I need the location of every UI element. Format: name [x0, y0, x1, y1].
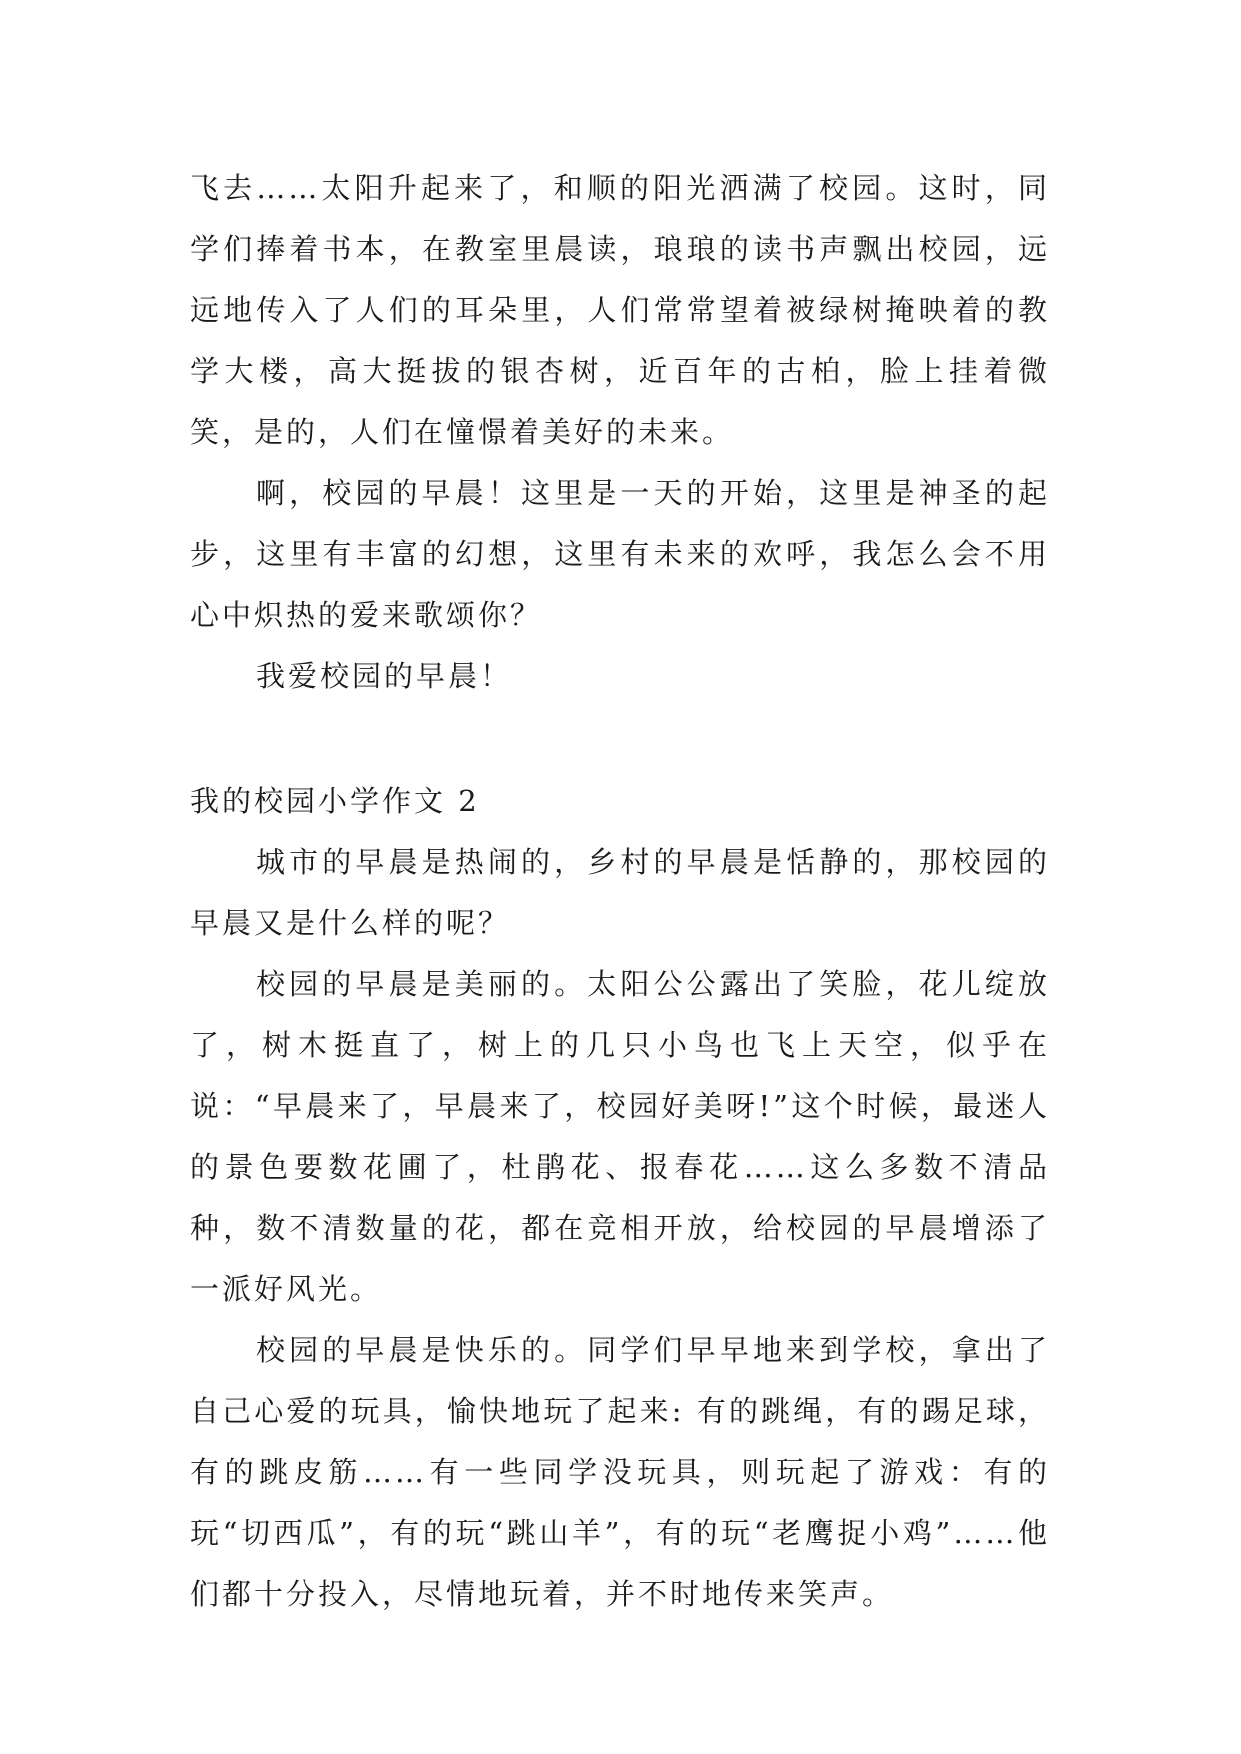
paragraph-ode-to-morning: 啊，校园的早晨！这里是一天的开始，这里是神圣的起步，这里有丰富的幻想，这里有未来的欢呼，我怎么会不用心中炽热的爱来歌颂你？ — [190, 476, 1050, 632]
paragraph-city-village-morning: 城市的早晨是热闹的，乡村的早晨是恬静的，那校园的早晨又是什么样的呢？ — [190, 845, 1050, 940]
section-title: 我的校园小学作文 2 — [190, 784, 480, 818]
paragraph-continued-morning: 飞去……太阳升起来了，和顺的阳光洒满了校园。这时，同学们捧着书本，在教室里晨读，琅琅的读书声飘出校园，远远地传入了人们的耳朵里，人们常常望着被绿树掩映着的教学大楼，高大挺拔的银杏树，近百年的古柏，脸上挂着微笑，是的，人们在憧憬着美好的未来。 — [190, 171, 1050, 449]
paragraph-i-love-morning: 我爱校园的早晨！ — [256, 659, 513, 693]
paragraph-happy-morning: 校园的早晨是快乐的。同学们早早地来到学校，拿出了自己心爱的玩具，愉快地玩了起来: 有的跳绳，有的踢足球，有的跳皮筋……有一些同学没玩具，则玩起了游戏：有的玩“切西瓜”，有的玩“跳山羊”，有的玩“老鹰捉小鸡”……他们都十分投入，尽情地玩着，并不时地传来笑声。 — [190, 1333, 1050, 1611]
paragraph-beautiful-morning: 校园的早晨是美丽的。太阳公公露出了笑脸，花儿绽放了，树木挺直了，树上的几只小鸟也飞上天空，似乎在说：“早晨来了，早晨来了，校园好美呀!”这个时候，最迷人的景色要数花圃了，杜鹃花、报春花……这么多数不清品种，数不清数量的花，都在竞相开放，给校园的早晨增添了一派好风光。 — [190, 967, 1050, 1306]
